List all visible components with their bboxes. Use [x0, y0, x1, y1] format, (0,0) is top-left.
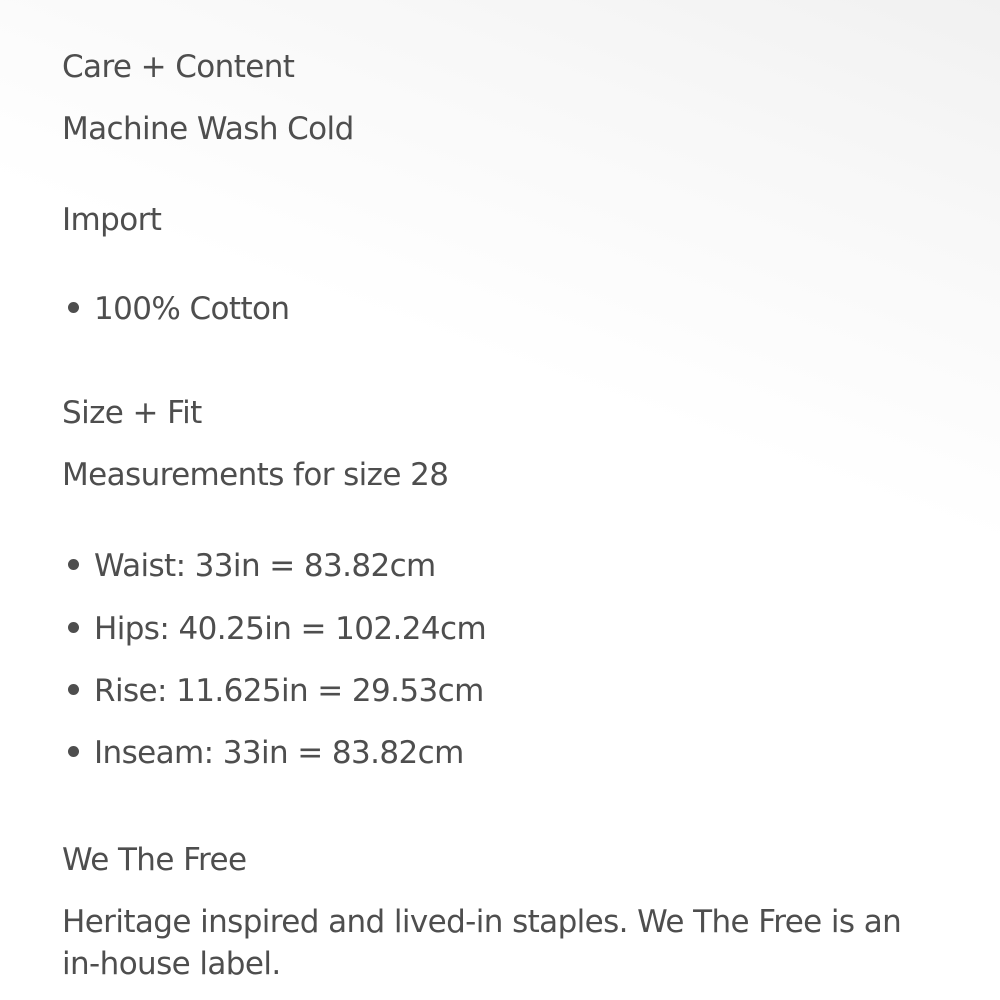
- measurement-hips: Hips: 40.25in = 102.24cm: [94, 611, 487, 647]
- bullet-icon: [68, 746, 79, 757]
- measurements-subheading: Measurements for size 28: [62, 457, 449, 493]
- list-item: [62, 289, 289, 329]
- bullet-icon: [68, 559, 79, 570]
- brand-description: Heritage inspired and lived-in staples. We The Free is an in-house label.: [62, 904, 902, 982]
- list-item: [62, 609, 486, 649]
- care-content-heading: Care + Content: [62, 49, 295, 85]
- care-wash-text: Machine Wash Cold: [62, 111, 354, 147]
- care-origin-text: Import: [62, 202, 162, 238]
- measurement-rise: Rise: 11.625in = 29.53cm: [94, 673, 484, 709]
- material-text: 100% Cotton: [94, 291, 290, 327]
- bullet-icon: [68, 684, 79, 695]
- bullet-icon: [68, 622, 79, 633]
- measurement-waist: Waist: 33in = 83.82cm: [94, 548, 436, 584]
- size-fit-heading: Size + Fit: [62, 395, 202, 431]
- measurement-inseam: Inseam: 33in = 83.82cm: [94, 735, 464, 771]
- list-item: [62, 546, 436, 586]
- list-item: [62, 733, 464, 773]
- list-item: [62, 671, 484, 711]
- bullet-icon: [68, 302, 79, 313]
- brand-heading: We The Free: [62, 842, 247, 878]
